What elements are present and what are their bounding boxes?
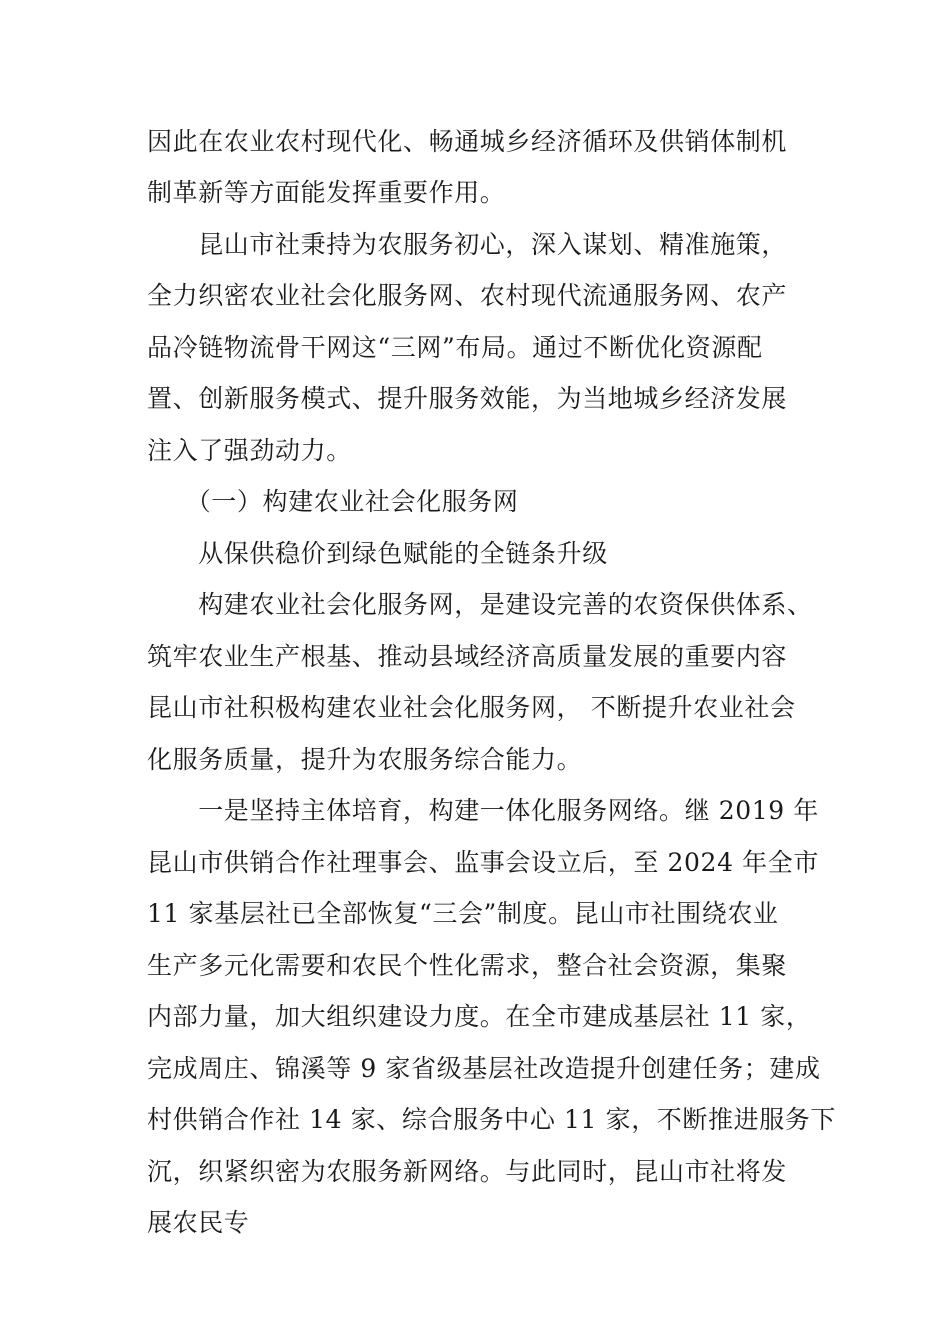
text-line: 生产多元化需要和农民个性化需求，整合社会资源，集聚 xyxy=(147,951,788,980)
text-line: 昆山市社秉持为农服务初心，深入谋划、精准施策， xyxy=(147,230,788,259)
text-line: 昆山市供销合作社理事会、监事会设立后，至 2024 年全市 xyxy=(147,848,819,877)
section-heading: （一）构建农业社会化服务网 xyxy=(147,487,519,516)
text-line: 因此在农业农村现代化、畅通城乡经济循环及供销体制机 xyxy=(147,127,788,156)
text-line: 置、创新服务模式、提升服务效能，为当地城乡经济发展 xyxy=(147,384,788,413)
text-line: 品冷链物流骨干网这“三网”布局。通过不断优化资源配 xyxy=(147,333,763,362)
text-line: 构建农业社会化服务网，是建设完善的农资保供体系、 xyxy=(147,590,813,619)
text-line: 化服务质量，提升为农服务综合能力。 xyxy=(147,745,583,774)
text-line: 内部力量，加大组织建设力度。在全市建成基层社 11 家， xyxy=(147,1002,812,1031)
text-line: 制革新等方面能发挥重要作用。 xyxy=(147,178,506,207)
text-line: 昆山市社积极构建农业社会化服务网， 不断提升农业社会 xyxy=(147,693,796,722)
text-line: 村供销合作社 14 家、综合服务中心 11 家，不断推进服务下 xyxy=(147,1105,837,1134)
sub-heading: 从保供稳价到绿色赋能的全链条升级 xyxy=(147,539,608,568)
text-line: 展农民专 xyxy=(147,1208,250,1237)
text-line: 注入了强劲动力。 xyxy=(147,436,352,465)
text-line: 11 家基层社已全部恢复“三会”制度。昆山市社围绕农业 xyxy=(147,899,779,928)
text-line: 一是坚持主体培育，构建一体化服务网络。继 2019 年 xyxy=(147,796,819,825)
text-line: 沉，织紧织密为农服务新网络。与此同时，昆山市社将发 xyxy=(147,1157,788,1186)
text-line: 完成周庄、锦溪等 9 家省级基层社改造提升创建任务；建成 xyxy=(147,1054,821,1083)
text-line: 筑牢农业生产根基、推动县域经济高质量发展的重要内容 xyxy=(147,642,788,671)
text-line: 全力织密农业社会化服务网、农村现代流通服务网、农产 xyxy=(147,281,788,310)
